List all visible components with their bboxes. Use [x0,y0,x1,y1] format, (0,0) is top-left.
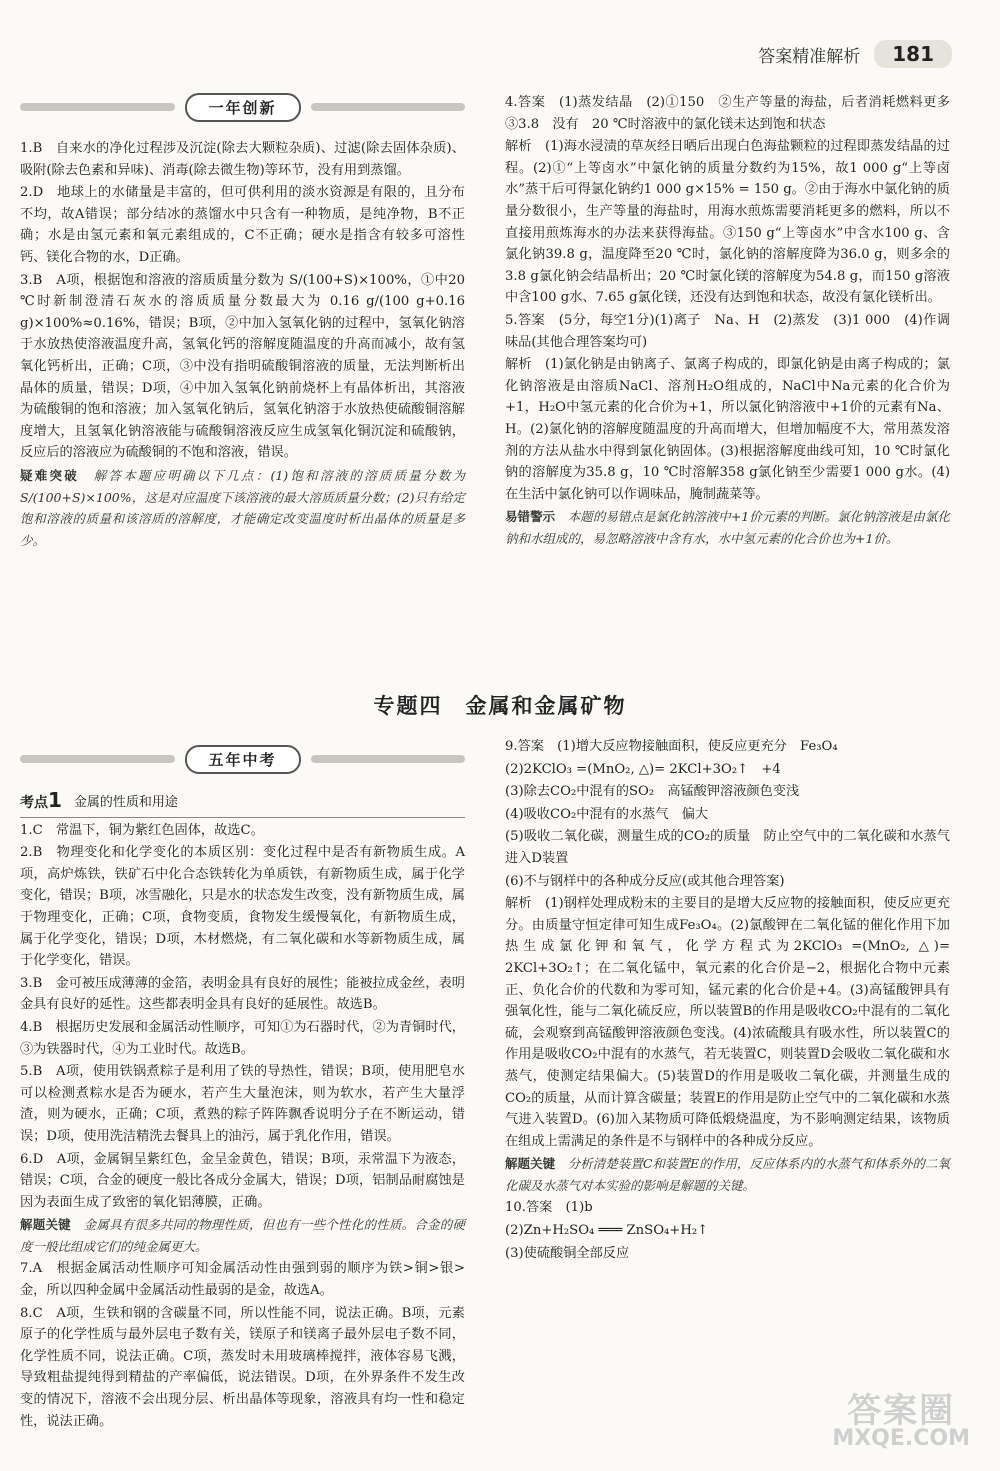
kaodian-number: 1 [48,788,62,812]
left-bottom-column [20,790,465,1433]
answer-paragraph: 3.B 金可被压成薄薄的金箔，表明金具有良好的展性；能被拉成金丝，表明金具有良好的延性。这些都表明金具有良好的延展性。故选B。 [20,975,465,1013]
answer-paragraph: 1.B 自来水的净化过程涉及沉淀(除去大颗粒杂质)、过滤(除去固体杂质)、吸附(除去色素和异味)、消毒(除去微生物)等环节，没有用到蒸馏。 [20,141,465,178]
tip-text: 金属具有很多共同的物理性质，但也有一些个性化的性质。合金的硬度一般比组成它们的纯金属更大。 [20,1217,465,1254]
tip-key: 易错警示 [505,509,556,525]
answer-paragraph: (3)除去CO₂中混有的SO₂ 高锰酸钾溶液颜色变浅 [505,784,800,800]
section-title: 专题四 金属和金属矿物 [373,694,627,718]
banner-wunian [20,744,465,774]
page-number: 181 [874,40,952,68]
answer-paragraph: (6)不与钢样中的各种成分反应(或其他合理答案) [505,873,785,889]
banner-bar-right [311,103,466,111]
tip-text: 本题的易错点是氯化钠溶液中+1价元素的判断。氯化钠溶液是由氯化钠和水组成的，易忽略溶液中含有水，水中氢元素的化合价也为+1价。 [505,509,950,546]
answer-paragraph: (2)Zn+H₂SO₄ ═══ ZnSO₄+H₂↑ [505,1223,709,1239]
answer-paragraph: 2.B 物理变化和化学变化的本质区别：变化过程中是否有新物质生成。A项，高炉炼铁，铁矿石中化合态铁转化为单质铁，有新物质生成，属于化学变化，错误；B项，冰雪融化，只是水的状态发生改变，没有新物质生成，属于物理变化，正确；C项，食物变质，食物发生缓慢氧化，有新物质生成，属于化学变化，错误；D项，木材燃烧，有二氧化碳和水等新物质生成，属于化学变化，错误。 [20,845,465,969]
answer-paragraph: 9.答案 (1)增大反应物接触面积，使反应更充分 Fe₃O₄ [505,739,838,754]
watermark-line2: MXQE.COM [832,1426,970,1451]
tip-text: 解答本题应明确以下几点：(1)饱和溶液的溶质质量分数为 S/(100+S)×100%，这是对应温度下该溶液的最大溶质质量分数；(2)只有给定饱和溶液的质量和该溶质的溶解度，才能确定改变温度时析出晶体的质量是多少。 [20,467,465,548]
tip-key: 解题关键 [20,1217,71,1233]
answer-paragraph: 1.C 常温下，铜为紫红色固体，故选C。 [20,822,264,838]
tip-text: 分析清楚装置C和装置E的作用，反应体系内的水蒸气和体系外的二氧化碳及水蒸气对本实验的影响是解题的关键。 [505,1156,950,1193]
tip-key: 解题关键 [505,1156,556,1172]
banner-title: 一年创新 [185,93,301,122]
answer-paragraph: 10.答案 (1)b [505,1200,593,1216]
answer-paragraph: 4.B 根据历史发展和金属活动性顺序，可知①为石器时代，②为青铜时代，③为铁器时代，④为工业时代。故选B。 [20,1019,465,1057]
answer-paragraph: 解析 (1)氯化钠是由钠离子、氯离子构成的，即氯化钠是由离子构成的；氯化钠溶液是由溶质NaCl、溶剂H₂O组成的，NaCl中Na元素的化合价为+1，H₂O中氢元素的化合价为+1，所以氯化钠溶液中+1价的元素有Na、H。(2)氯化钠的溶解度随温度的升高而增大，但增加幅度不大，常用蒸发溶剂的方法从盐水中得到氯化钠固体。(3)根据溶解度曲线可知，10 ℃时氯化钠的溶解度为35.8 g，10 ℃时溶解358 g氯化钠至少需要1 000 g水。(4)在生活中氯化钠可以作调味品，腌制蔬菜等。 [505,357,950,502]
answer-paragraph: 8.C A项，生铁和钢的含碳量不同，所以性能不同，说法正确。B项，元素原子的化学性质与最外层电子数有关，镁原子和镁离子最外层电子数不同，化学性质不同，说法正确。C项，蒸发时未用玻璃棒搅拌，液体容易飞溅，导致粗盐提纯得到精盐的产率偏低，说法错误。D项，在外界条件不发生改变的情况下，溶液不会出现分层、析出晶体等现象，溶液具有均一性和稳定性，说法正确。 [20,1305,465,1429]
page-header [758,40,952,68]
answer-paragraph: 2.D 地球上的水储量是丰富的，但可供利用的淡水资源是有限的，且分布不均，故A错误；部分结冰的蒸馏水中只含有一种物质，是纯净物，B不正确；水是由氢元素和氧元素组成的，C不正确；硬水是指含有较多可溶性钙、镁化合物的水，D正确。 [20,185,465,265]
answer-paragraph: (4)吸收CO₂中混有的水蒸气 偏大 [505,806,709,822]
left-top-column [20,138,465,552]
answer-paragraph: 解析 (1)海水浸渍的草灰经日晒后出现白色海盐颗粒的过程即蒸发结晶的过程。(2)①“上等卤水”中氯化钠的质量分数约为15%，故1 000 g“上等卤水”蒸干后可得氯化钠约1 000 g×15% = 150 g。②由于海水中氯化钠的质量分数很小，生产等量的海盐时，用海水煎炼需要消耗更多的燃料，所以不直接用煎炼海水的办法来获得海盐。③150 g“上等卤水”中含水100 g、含氯化钠39.8 g，温度降至20 ℃时，氯化钠的溶解度降为36.0 g，则多余的3.8 g氯化钠会结晶析出；20 ℃时氯化镁的溶解度为54.8 g，而150 g溶液中含100 g水、7.65 g氯化镁，还没有达到饱和状态，故没有氯化镁析出。 [505,139,950,306]
kaodian-heading [20,790,465,818]
tip-paragraph [505,506,950,549]
banner-title: 五年中考 [185,745,301,774]
answer-paragraph: 6.D A项，金属铜呈紫红色，金呈金黄色，错误；B项，汞常温下为液态，错误；C项，合金的硬度一般比各成分金属大，错误；D项，铝制品耐腐蚀是因为表面生成了致密的氧化铝薄膜，正确。 [20,1151,465,1210]
kaodian-title: 金属的性质和用途 [73,794,178,810]
answer-paragraph: 3.B A项，根据饱和溶液的溶质质量分数为 S/(100+S)×100%，①中20 ℃时新制澄清石灰水的溶质质量分数最大为 0.16 g/(100 g+0.16 g)×100%≈0.16%，错误；B项，②中加入氢氧化钠的过程中，氢氧化钠溶于水放热使溶液温度升高，氢氧化钙的溶解度随温度的升高而减小，故有氢氧化钙析出，正确；C项，③中没有指明硫酸铜溶液的质量，无法判断析出晶体的质量，错误；D项，④中加入氢氧化钠前烧杯上有晶体析出，其溶液为硫酸铜的饱和溶液；加入氢氧化钠后，氢氧化钠溶于水放热使硫酸铜溶解度增大，且氢氧化钠溶液能与硫酸铜溶液反应生成氢氧化铜沉淀和硫酸钠，反应后的溶液应为硫酸铜的不饱和溶液，错误。 [20,272,465,461]
tip-key: 疑难突破 [20,467,79,483]
banner-bar-right [311,755,466,763]
banner-bar-left [20,103,175,111]
answer-paragraph: 5.答案 (5分，每空1分)(1)离子 Na、H (2)蒸发 (3)1 000 (4)作调味品(其他合理答案均可) [505,312,950,350]
answer-paragraph: (2)2KClO₃ =(MnO₂, △)= 2KCl+3O₂↑ +4 [505,761,781,777]
banner-bar-left [20,755,175,763]
answer-paragraph: 5.B A项，使用铁锅煮粽子是利用了铁的导热性，错误；B项，使用肥皂水可以检测煮粽水是否为硬水，若产生大量泡沫，则为软水，若产生大量浮渣，则为硬水，正确；C项，煮熟的粽子阵阵飘香说明分子在不断运动，错误；D项，使用洗洁精洗去餐具上的油污，属于乳化作用，错误。 [20,1064,465,1144]
answer-paragraph: (5)吸收二氧化碳，测量生成的CO₂的质量 防止空气中的二氧化碳和水蒸气进入D装置 [505,829,950,866]
header-label: 答案精准解析 [758,46,861,67]
tip-paragraph [505,1153,950,1196]
watermark-logo [832,1391,970,1453]
tip-paragraph [20,465,465,551]
tip-paragraph [20,1214,465,1257]
right-bottom-column [505,736,950,1265]
answer-paragraph: 解析 (1)钢样处理成粉末的主要目的是增大反应物的接触面积，使反应更充分。由质量守恒定律可知生成Fe₃O₄。(2)氯酸钾在二氧化锰的催化作用下加热生成氯化钾和氧气，化学方程式为2KClO₃ =(MnO₂, △)= 2KCl+3O₂↑；在二氧化锰中，氧元素的化合价是−2，根据化合物中元素正、负化合价的代数和为零可知，锰元素的化合价是+4。(3)高锰酸钾具有强氧化性，能与二氧化硫反应，所以装置B的作用是吸收CO₂中混有的二氧化硫，会观察到高锰酸钾溶液颜色变浅。(4)浓硫酸具有吸水性，所以装置C的作用是吸收CO₂中混有的水蒸气，若无装置C，则装置D会吸收二氧化碳和水蒸气，使测定结果偏大。(5)装置D的作用是吸收二氧化碳，并测量生成的CO₂的质量，从而计算含碳量；装置E的作用是防止空气中的二氧化碳和水蒸气进入装置D。(6)加入某物质可降低煅烧温度，为不影响测定结果，该物质在组成上需满足的条件是不与钢样中的各种成分反应。 [505,896,950,1149]
answer-paragraph: (3)使硫酸铜全部反应 [505,1245,630,1261]
right-top-column [505,92,964,550]
answer-paragraph: 4.答案 (1)蒸发结晶 (2)①150 ②生产等量的海盐，后者消耗燃料更多 ③3.8 没有 20 ℃时溶液中的氯化镁未达到饱和状态 [505,95,964,132]
banner-yinian [20,92,465,122]
answer-paragraph: 7.A 根据金属活动性顺序可知金属活动性由强到弱的顺序为铁>铜>银>金，所以四种金属中金属活动性最弱的是金，故选A。 [20,1261,465,1299]
kaodian-tag [20,790,62,815]
watermark-line1: 答案圈 [847,1391,956,1431]
kaodian-tag-text: 考点 [20,795,48,811]
